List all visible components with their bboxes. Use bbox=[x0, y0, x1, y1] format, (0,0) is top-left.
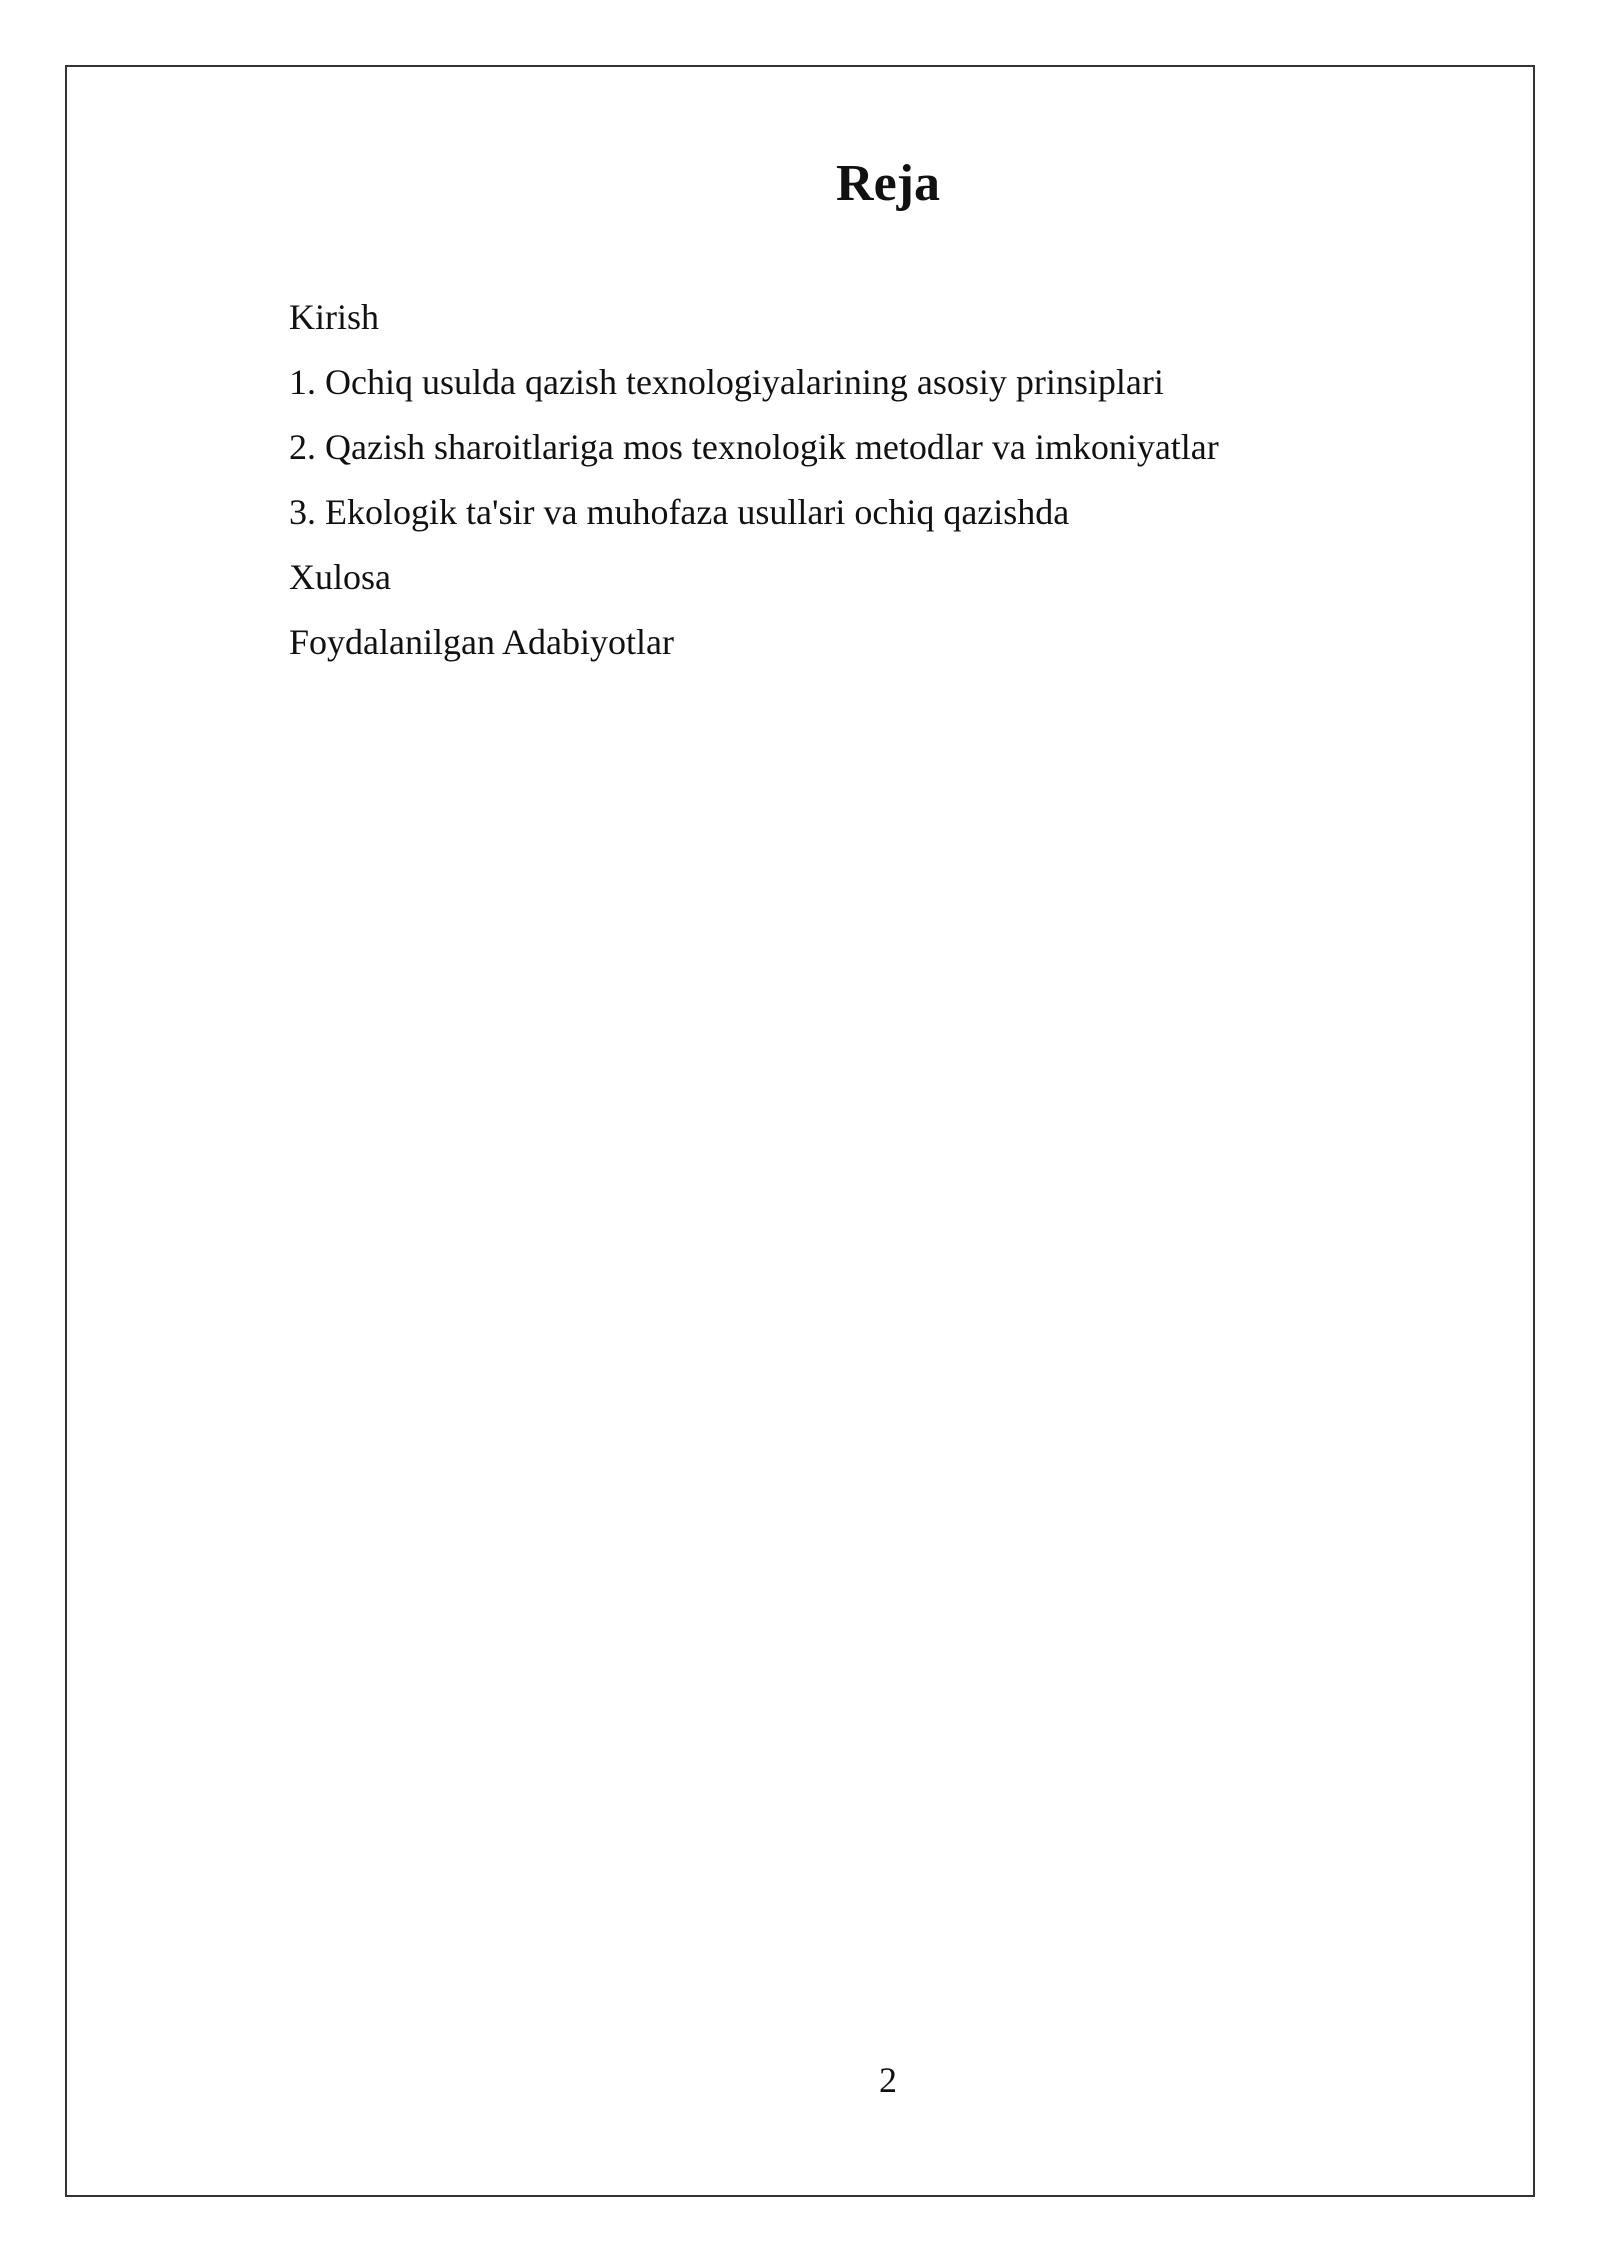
page-number: 2 bbox=[879, 2060, 897, 2100]
table-of-contents bbox=[289, 285, 1219, 675]
toc-item-introduction: Kirish bbox=[289, 297, 379, 337]
page-title: Reja bbox=[836, 155, 940, 212]
toc-item-references: Foydalanilgan Adabiyotlar bbox=[289, 622, 674, 662]
toc-item-conclusion: Xulosa bbox=[289, 557, 391, 597]
toc-item-2: 2. Qazish sharoitlariga mos texnologik metodlar va imkoniyatlar bbox=[289, 427, 1219, 467]
toc-item-3: 3. Ekologik ta'sir va muhofaza usullari ochiq qazishda bbox=[289, 492, 1070, 532]
toc-item-1: 1. Ochiq usulda qazish texnologiyalarining asosiy prinsiplari bbox=[289, 362, 1164, 402]
